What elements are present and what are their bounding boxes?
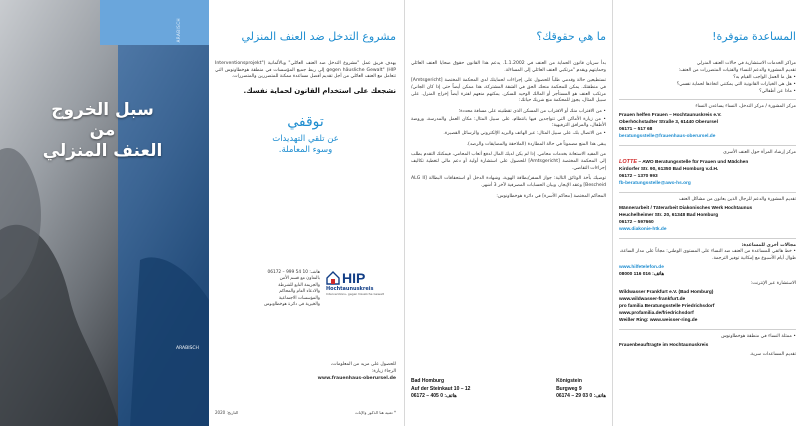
hotline-text: • خط هاتفي للمساعدة من العنف ضد النساء على المستوى الوطني: مجاناً على مدار الساعة، طوال أيام الأسبوع مع إمكانية توفير الترجمة. (619, 249, 796, 262)
help-intro-line: • ماذا عن أطفالي؟ (759, 88, 796, 94)
court-addresses (411, 378, 606, 401)
center1-line: Oberhöchstadter Straße 3, 61440 Oberursel (619, 120, 718, 126)
rights-list (411, 109, 606, 138)
logo-row (215, 270, 396, 309)
logo-info-line: هاتف: 10 54 999 – 06172 (267, 270, 320, 275)
women-rep (619, 343, 796, 350)
divider (619, 145, 796, 146)
hotline (619, 265, 796, 279)
center2-email[interactable]: fb-beratungsstelle@awo-hs.org (619, 180, 691, 186)
project-panel (209, 0, 404, 426)
rights-p2: تستطيعين حالة وقدمي طلباً للحصول على إجراءات لحمايتك لدى المحكمة المختصة [Amtsgericht] في منطقتك. يمكن للمحكمة منحك الحق في الشقة المشتركة، هذا ممكن أيضاً حتى إذا كان الجاني/مرتكب العنف هو المستأجر أو المالك الوحيد للسكن. يمكنهم منعهم لفترة أيضاً إخراج المنزل. على سبيل المثال، يجوز للمحكمة منع شريك حياتك: (411, 78, 606, 104)
list-item: • من الاقتراب منك أو الاقتراب من المسكن الذي تقطنينه على مسافة محددة؛ (411, 109, 606, 116)
more-info-line: للحصول على مزيد من المعلومات، (330, 362, 396, 367)
extra-line[interactable]: Weißer Ring: www.weisser-ring.de (619, 317, 698, 323)
court-koenigstein (556, 378, 606, 401)
center1-line: Frauen helfen Frauen – Hochtaunuskreis e.V. (619, 113, 722, 119)
center2-line: Kirdorfer Str. 90, 61350 Bad Homburg v.d.H. (619, 167, 719, 173)
stop-subtitle-line: عن تلقي التهديدات (272, 134, 339, 145)
project-slogan: نشجعك على استخدام القانون لحماية نفسك. (243, 86, 396, 95)
logo-info-line: والجريمة التابع للشرطة (278, 282, 320, 288)
rights-p5: توصيك بأخذ الوثائق التالية: جواز السفر/بطاقة الهوية، وشهادة الدخل أو استحقاقات البطالة [ALG II Bescheid] وعقد الإيجار، وبيان الحسابات المصرفية لآخر 3 أشهر. (411, 176, 606, 188)
list-item: • من زيارة الأماكن التي تتواجدين فيها بانتظام، على سبيل المثال: مكان العمل والمدرسة، وروضة الأطفال، والمرافق الترفيهية؛ (411, 117, 606, 130)
rights-p4: من المفيد الاستعانة بخدمات محامي. إذا لم يكن لديك المال لدفع أتعاب المحامي، فيمكنك التقدم بطلب إلى المحكمة المختصة [Amtsgericht] للحصول على استشارة أولية أو دعم مالي لتغطية تكاليف إجراءات التقاضي. (411, 152, 606, 171)
more-info (215, 362, 396, 383)
cover-title-line: سبل الخروج (51, 100, 154, 120)
divider (619, 99, 796, 100)
project-intro: يهدف فريق عمل "مشروع التدخل ضد العنف العائلي" وبالألمانية ("Interventionsprojekt gegen häusliche Gewalt" (HIP إلى ربط جميع المؤسسات في منطقة هوخطاونوس التي تتعامل مع العنف العائلي من أجل تقديم أفضل مساعدة ممكنة للمتضررين والمتضررات. (215, 61, 396, 80)
rights-header: ما هي حقوقك؟ (536, 30, 606, 43)
logo-info-line: والادعاء العام والمحاكم (279, 289, 320, 295)
help-intro-line: • هل هي الخيارات القانونية التي يمكنني اتخاذها لحماية نفسي؟ (676, 81, 796, 87)
other-help-heading: مجالات أخرى للمساعدة: (741, 242, 796, 248)
center2 (619, 159, 796, 188)
court-city: Bad Homburg (411, 378, 445, 384)
cover-blue-band (118, 0, 209, 426)
help-intro-line: • هل ما العمل الواجب القيام به؟ (733, 74, 796, 80)
cover-title-line: من (89, 120, 116, 141)
logo-sub: Hochtaunuskreis (326, 286, 374, 292)
center2-line: – AWO Beratungsstelle für Frauen und Mädchen (638, 160, 749, 166)
center3-line: Männerarbeit / Täterarbeit Diakonisches Werk Hochtaunus (619, 205, 753, 211)
center3-website[interactable]: www.diakonie-htk.de (619, 226, 667, 232)
help-intro-line: تقديم المشورة والدعم للنساء والفتيات المتضررات من العنف: (678, 67, 796, 73)
logo-info-line: بالتعاون مع قسم الأمن (279, 276, 320, 282)
more-info-line: الرجاء زيارة: (371, 368, 396, 374)
website-link[interactable]: www.frauenhaus-oberursel.de (317, 375, 396, 381)
extra-line[interactable]: www.wildwasser-frankfurt.de (619, 297, 686, 302)
logo-info-line: والخيرية في دائرة هوخطاونوس (264, 302, 320, 308)
logo-info (215, 270, 320, 309)
help-intro-line: مراكز الخدمات الاستشارية في حالات العنف المنزلي (696, 61, 796, 66)
extra-line: pro familia Beratungsstelle Friedrichsdorf (619, 303, 715, 309)
center1-line: 06171 – 517 68 (619, 127, 653, 133)
hip-logo (326, 270, 396, 309)
women-rep-name: Frauenbeauftragte im Hochtaunuskreis (619, 342, 709, 348)
court-street: Burgweg 9 (556, 385, 582, 392)
rights-p6: المحاكم المختصة [محاكم الأسرة] في دائرة هوخطاونوس: (496, 193, 606, 199)
divider (619, 238, 796, 239)
cover-panel (0, 0, 209, 426)
online-counseling-label: الاستشارة عبر الإنترنت: (750, 281, 796, 287)
center2-line: 06172 – 1370 993 (619, 173, 658, 179)
rights-panel (404, 0, 612, 426)
cover-language-tag-bottom: ARABISCH (176, 346, 199, 351)
hotline-site[interactable]: www.hilfetelefon.de (619, 265, 664, 271)
cover-language-tag: ARABISCH (176, 18, 181, 43)
rights-p3: يبقى هذا المنع مضموناً في حالة المطاردة (الملاحقة والمضايقات والرصد). (466, 141, 606, 147)
court-phone: 06174 – 29 03 0 :هاتف (556, 393, 606, 399)
court-phone: 06172 – 405 0 :هاتف (411, 393, 457, 399)
cover-title-line: العنف المنزلي (42, 140, 163, 161)
center1 (619, 113, 796, 141)
extra-line: Wildwasser Frankfurt e.V. (Bad Homburg) (619, 290, 714, 296)
center3-line: Heuchelheimer Str. 20, 61348 Bad Homburg (619, 212, 719, 218)
extra-line[interactable]: www.profamilia.de/friedrichsdorf (619, 310, 694, 316)
confidential-note: تقديم المساعدات سرية. (749, 351, 796, 357)
divider (619, 329, 796, 330)
cover-title (0, 100, 205, 161)
center3-ar: تقديم المشورة والدعم للرجال الذين يعانون من مشاكل العنف (679, 196, 796, 202)
divider (619, 192, 796, 193)
logo-sub2: Interventions- gegen häusliche Gewalt (326, 292, 384, 296)
logo-name: HIP (342, 270, 366, 286)
hotline-number: 08000 116 016 :هاتف (619, 272, 664, 278)
help-header: المساعدة متوفرة! (712, 30, 796, 43)
center3-line: 06172 – 597660 (619, 219, 654, 225)
footnote: * تعنيه هنا الذكور والإناث (355, 410, 396, 415)
list-item: • من الاتصال بك، على سبيل المثال: عبر الهاتف والبريد الإلكتروني والرسائل القصيرة. (411, 131, 606, 138)
court-city: Königstein (556, 378, 582, 384)
center3 (619, 206, 796, 234)
center1-email[interactable]: beratungsstelle@frauenhaus-oberursel.de (619, 134, 716, 140)
print-date: التاريخ: 2020 (215, 410, 239, 415)
stop-title: توقفي (287, 113, 324, 130)
court-bad-homburg (411, 378, 470, 401)
court-street: Auf der Steinkaut 10 – 12 (411, 385, 471, 392)
extra-orgs (619, 290, 796, 325)
center2-ar: مركز إرشاد المرأة حول العنف الأسري (723, 150, 796, 156)
project-header: مشروع التدخل ضد العنف المنزلي (241, 30, 396, 43)
lotte-logo: LOTTE (619, 159, 638, 166)
cover-top-block (100, 0, 209, 45)
women-rep-ar: • ممثلة النساء في منطقة هوخطاونوس (721, 333, 796, 339)
logo-info-line: والمؤسسات الاجتماعية (279, 295, 320, 301)
center1-ar: مركز المشورة / مركز التدخل، النساء يساعدن النساء (695, 104, 796, 110)
stop-subtitle (215, 134, 396, 156)
help-panel (612, 0, 800, 426)
stop-subtitle-line: وسوء المعاملة. (278, 145, 333, 156)
footer-row (215, 410, 396, 415)
house-icon (326, 271, 340, 285)
rights-p1: بدأ سريان قانون الحماية من العنف في 1.1.2002. يدعم هذا القانون حقوق ضحايا العنف العائلي وحمايتهم ويقدم "مرتكبي العنف العائلي إلى المساءلة. (411, 61, 606, 73)
